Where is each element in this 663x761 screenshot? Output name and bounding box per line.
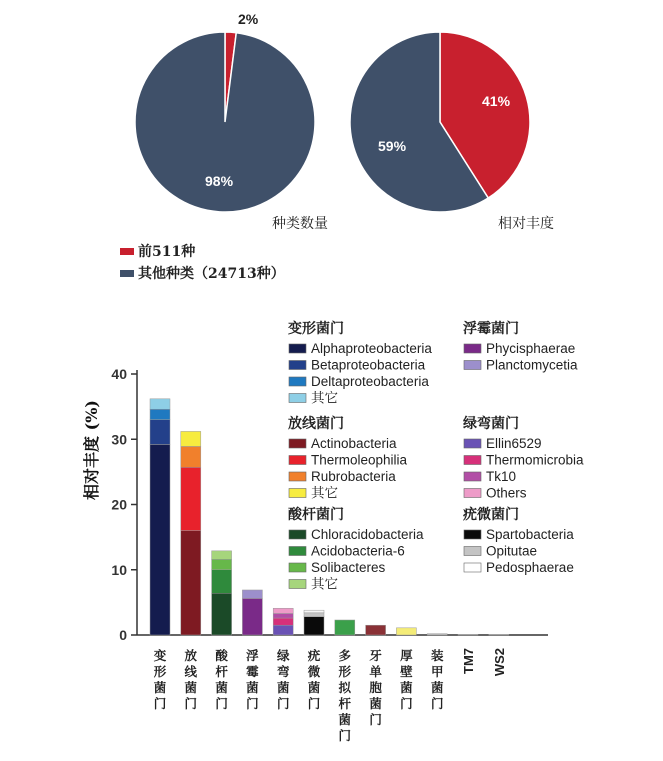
x-tick-label: 绿弯菌门 [276,648,290,711]
legend-group [463,320,578,373]
bar-segment [335,620,355,635]
legend-group-title: 变形菌门 [288,321,344,337]
legend-swatch [289,344,306,353]
legend-swatch [464,547,481,556]
bar-segment [304,617,324,635]
legend-swatch [464,344,481,353]
bar-stack [212,551,232,635]
legend-label: 其它 [311,390,338,406]
bar-segment [489,634,509,635]
pie-caption: 相对丰度 [498,216,554,232]
legend-swatch [464,530,481,539]
bar-segment [273,608,293,613]
bar-legend [288,320,584,592]
legend-swatch [120,270,134,277]
x-tick-label: 浮霉菌门 [246,648,259,711]
bar-segment [273,613,293,618]
pie-charts [135,11,554,232]
bar-segment [181,446,201,467]
bar-segment [304,610,324,613]
pie-caption: 种类数量 [272,216,328,232]
bar-segment [212,593,232,635]
x-tick-label: 变形菌门 [153,648,167,711]
x-tick-label: 疣微菌门 [307,648,321,711]
legend-swatch [120,248,134,255]
legend-swatch [464,361,481,370]
legend-label: Betaproteobacteria [311,357,426,373]
legend-group [288,415,408,501]
legend-group-title: 浮霉菌门 [463,321,519,337]
legend-label: Pedosphaerae [486,560,574,575]
legend-swatch [289,530,306,539]
legend-group [288,506,424,592]
x-tick-label: 牙单胞菌门 [369,648,382,727]
bar-segment [273,625,293,635]
pie-slice-label: 59% [378,138,407,154]
x-tick-label: WS2 [491,648,507,677]
bar-segment [366,625,386,635]
legend-label: Alphaproteobacteria [311,341,432,356]
bar-segment [212,570,232,593]
legend-label: 其他种类（24713种） [138,266,285,282]
legend-group-title: 绿弯菌门 [463,416,519,432]
bar-segment [150,409,170,419]
legend-swatch [289,472,306,481]
bar-segment [212,551,232,559]
legend-swatch [289,361,306,370]
bar-segment [273,618,293,625]
bar-stack [242,590,262,635]
legend-label: Opitutae [486,543,538,559]
legend-swatch [289,547,306,556]
pie-slice-label: 41% [482,93,511,109]
y-tick-label: 30 [111,431,127,448]
legend-group-title: 放线菌门 [288,416,344,432]
y-tick-label: 0 [119,627,127,643]
legend-group [288,320,432,406]
legend-swatch [289,439,306,448]
bar-stack [335,620,355,635]
legend-label: Ellin6529 [486,436,542,451]
legend-label: Thermoleophilia [311,452,408,468]
pie-chart-1 [135,11,328,232]
legend-label: Phycisphaerae [486,341,576,356]
legend-swatch [464,472,481,481]
x-tick-label: 酸杆菌门 [215,648,228,711]
legend-swatch [464,563,481,572]
bar-segment [181,431,201,446]
y-tick-label: 10 [111,561,127,578]
x-tick-label: 厚壁菌门 [400,648,413,711]
x-tick-label: TM7 [461,648,476,674]
legend-swatch [464,489,481,498]
bar-segment [458,634,478,635]
legend-swatch [289,394,306,403]
legend-swatch [464,456,481,465]
bar-segment [242,598,262,635]
y-tick-label: 40 [111,366,127,382]
legend-group [462,506,574,575]
bar-stack [273,608,293,635]
bar-segment [181,467,201,530]
legend-label: Rubrobacteria [311,469,396,484]
bar-segment [242,590,262,598]
legend-label: Thermomicrobia [486,452,584,468]
bar-segment [181,531,201,635]
legend-label: Actinobacteria [311,436,397,451]
bar-segment [427,634,447,635]
bar-stack [458,634,478,635]
legend-label: Acidobacteria-6 [311,543,405,559]
y-axis-title: 相对丰度 (%) [82,400,101,500]
bar-stack [150,399,170,635]
bar-segment [212,559,232,569]
legend-swatch [289,489,306,498]
bar-stack [489,634,509,635]
legend-label: Tk10 [486,469,517,484]
pie-slice-label: 2% [238,11,259,27]
bar-segment [150,420,170,445]
legend-label: 其它 [311,485,338,501]
bar-segment [150,444,170,635]
bar-stack [427,634,447,635]
legend-swatch [289,456,306,465]
pie-chart-2 [350,32,554,232]
legend-label: Planctomycetia [486,357,578,373]
legend-label: Chloracidobacteria [311,527,424,542]
legend-label: Spartobacteria [486,527,574,542]
legend-swatch [289,563,306,572]
legend-label: 其它 [311,576,338,592]
legend-swatch [289,580,306,589]
y-tick-label: 20 [111,496,127,513]
bar-stack [181,431,201,635]
bar-segment [150,399,170,409]
bar-stack [304,610,324,635]
legend-label: 前511种 [138,244,196,260]
bar-stack [396,628,416,635]
pie-legend [120,243,285,282]
x-tick-label: 多形拟杆菌门 [338,648,352,743]
x-tick-label: 装甲菌门 [430,648,444,711]
legend-swatch [464,439,481,448]
bar-stack [366,625,386,635]
pie-slice-label: 98% [205,173,234,189]
legend-label: Others [486,485,527,501]
legend-label: Deltaproteobacteria [311,374,429,389]
bar-segment [396,628,416,635]
legend-group-title: 疣微菌门 [463,507,519,523]
bar-segment [304,613,324,617]
legend-swatch [289,377,306,386]
legend-group-title: 酸杆菌门 [288,507,344,523]
legend-label: Solibacteres [311,560,386,575]
x-tick-label: 放线菌门 [184,648,198,711]
legend-group [463,415,584,501]
